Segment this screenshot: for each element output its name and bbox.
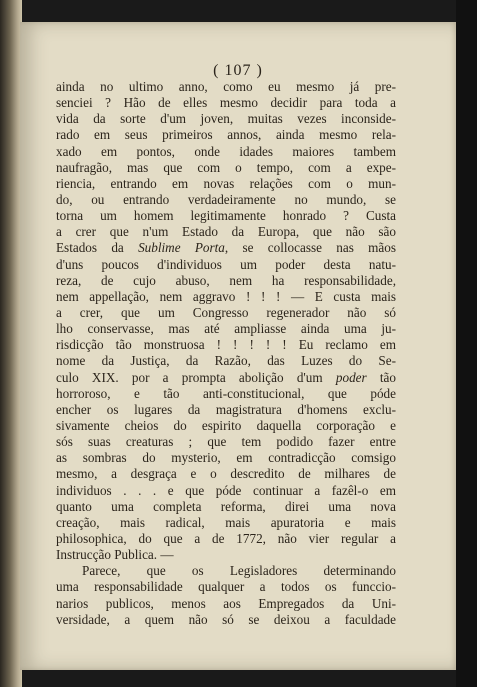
text-line: philosophica, do que a de 1772, não vier regular a [56,530,396,546]
scan-background [456,0,477,687]
text-line: naufragão, mas que com o tempo, com a expe- [56,159,396,175]
text-line: versidade, a quem não só se deixou a faculdade [56,611,396,627]
text-line: sivamente cheios do espirito daquella corporação e [56,417,396,433]
text-line: ainda no ultimo anno, como eu mesmo já pre- [56,79,396,94]
text-line: riencia, entrando em novas relações com o mun- [56,175,396,191]
text-line: do, ou entrando verdadeiramente no mundo, se [56,191,396,207]
text-line: uma responsabilidade qualquer a todos os funccio- [56,579,396,595]
text-line: risdicção tão monstruosa ! ! ! ! ! Eu reclamo em [56,337,396,353]
text-line: encher os lugares da magistratura d'homens exclu- [56,401,396,417]
text-line: d'uns poucos d'individuos um poder desta natu- [56,256,396,272]
text-line: lho conservasse, mas até ampliasse ainda uma ju- [56,321,396,337]
text-line: mesmo, a desgraça e o descredito de milhares de [56,466,396,482]
text-line: creação, mais radical, mais apuratoria e mais [56,514,396,530]
book-page [20,22,456,670]
book-spine-shadow [0,0,22,687]
text-line: vida da sorte d'um joven, muitas vezes inconside- [56,111,396,127]
text-line: Estados da Sublime Porta, se collocasse nas mãos [56,240,396,256]
text-line: horroroso, e tão anti-constitucional, que póde [56,385,396,401]
page-number: ( 107 ) [213,62,263,79]
text-line: a crer, que um Congresso regenerador não só [56,304,396,320]
text-line: culo XIX. por a prompta abolição d'um poder tão [56,369,396,385]
text-line: sós suas creaturas ; que tem podido fazer entre [56,434,396,450]
text-line: narios publicos, menos aos Empregados da Uni- [56,595,396,611]
text-line: senciei ? Hão de elles mesmo decidir para toda a [56,95,396,111]
text-line: individuos . . . e que póde continuar a fazêl-o em [56,482,396,498]
text-line: nome da Justiça, da Razão, das Luzes do Se- [56,353,396,369]
text-line: reza, de cujo abuso, nem ha responsabilidade, [56,272,396,288]
text-line: xado em pontos, onde idades maiores tambem [56,143,396,159]
text-line: rado em seus primeiros annos, ainda mesmo rela- [56,127,396,143]
text-line: torna um homem legitimamente honrado ? Custa [56,208,396,224]
text-line: Parece, que os Legisladores determinando [82,563,396,579]
page-body-text [56,79,396,628]
text-line: Instrucção Publica. — [56,547,174,563]
text-line: as sombras do mysterio, em contradicção comsigo [56,450,396,466]
text-line: a crer que n'um Estado da Europa, que não são [56,224,396,240]
text-line: nem appellação, nem aggravo ! ! ! — E custa mais [56,288,396,304]
text-line: quanto uma completa reforma, direi uma nova [56,498,396,514]
